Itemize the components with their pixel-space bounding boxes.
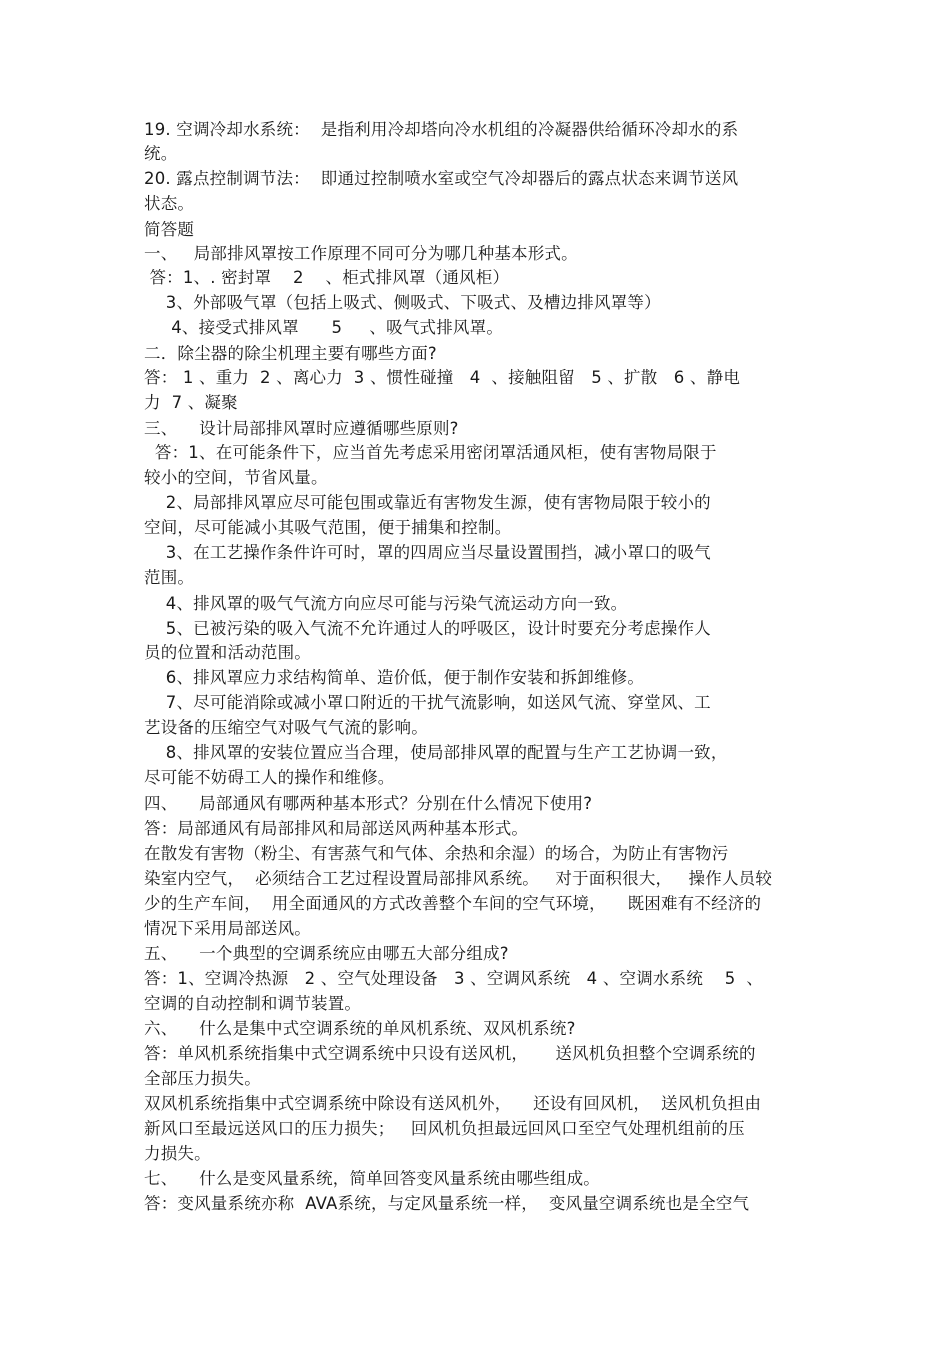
- text-line: 少的生产车间， 用全面通风的方式改善整个车间的空气环境， 既困难有不经济的: [144, 894, 762, 913]
- text-line: 答： 1 、重力 2 、离心力 3 、惯性碰撞 4 、接触阻留 5 、扩散 6 、静电: [144, 368, 741, 387]
- text-line: 8、排风罩的安装位置应当合理，使局部排风罩的配置与生产工艺协调一致，: [144, 743, 728, 762]
- text-line: 全部压力损失。: [144, 1069, 261, 1088]
- text-line: 答：1、. 密封罩 2 、柜式排风罩（通风柜）: [144, 268, 510, 287]
- text-line: 在散发有害物（粉尘、有害蒸气和气体、余热和余湿）的场合，为防止有害物污: [144, 844, 729, 863]
- question-3: 三、 设计局部排风罩时应遵循哪些原则?: [144, 419, 459, 438]
- text-line: 7、尽可能消除或减小罩口附近的干扰气流影响，如送风气流、穿堂风、工: [144, 693, 711, 712]
- text-line: 6、排风罩应力求结构简单、造价低，便于制作安装和拆卸维修。: [144, 668, 645, 687]
- question-2: 二．除尘器的除尘机理主要有哪些方面?: [144, 344, 437, 363]
- text-line: 答：局部通风有局部排风和局部送风两种基本形式。: [144, 819, 529, 838]
- text-line: 答：单风机系统指集中式空调系统中只设有送风机， 送风机负担整个空调系统的: [144, 1044, 756, 1063]
- text-line: 状态。: [144, 194, 195, 213]
- question-6: 六、 什么是集中式空调系统的单风机系统、双风机系统?: [144, 1019, 576, 1038]
- text-line: 尽可能不妨碍工人的操作和维修。: [144, 768, 395, 787]
- text-line: 2、局部排风罩应尽可能包围或靠近有害物发生源，使有害物局限于较小的: [144, 493, 711, 512]
- text-line: 艺设备的压缩空气对吸气气流的影响。: [144, 718, 428, 737]
- text-line: 19. 空调冷却水系统： 是指利用冷却塔向冷水机组的冷凝器供给循环冷却水的系: [144, 120, 739, 139]
- text-line: 员的位置和活动范围。: [144, 643, 311, 662]
- text-line: 较小的空间，节省风量。: [144, 468, 328, 487]
- text-line: 空间，尽可能减小其吸气范围，便于捕集和控制。: [144, 518, 512, 537]
- text-line: 3、在工艺操作条件许可时，罩的四周应当尽量设置围挡，减小罩口的吸气: [144, 543, 711, 562]
- text-line: 染室内空气， 必须结合工艺过程设置局部排风系统。 对于面积很大， 操作人员较: [144, 869, 773, 888]
- question-4: 四、 局部通风有哪两种基本形式？分别在什么情况下使用?: [144, 794, 593, 813]
- text-line: 4、排风罩的吸气气流方向应尽可能与污染气流运动方向一致。: [144, 594, 628, 613]
- text-line: 答：1、在可能条件下，应当首先考虑采用密闭罩活通风柜，使有害物局限于: [144, 443, 717, 462]
- question-7: 七、 什么是变风量系统，简单回答变风量系统由哪些组成。: [144, 1169, 600, 1188]
- text-line: 情况下采用局部送风。: [144, 919, 311, 938]
- text-line: 双风机系统指集中式空调系统中除设有送风机外， 还设有回风机， 送风机负担由: [144, 1094, 762, 1113]
- text-line: 20. 露点控制调节法： 即通过控制喷水室或空气冷却器后的露点状态来调节送风: [144, 169, 739, 188]
- text-line: 答：1、空调冷热源 2 、空气处理设备 3 、空调风系统 4 、空调水系统 5 、: [144, 969, 764, 988]
- text-line: 力 7 、凝聚: [144, 393, 238, 412]
- text-line: 3、外部吸气罩（包括上吸式、侧吸式、下吸式、及槽边排风罩等）: [144, 293, 661, 312]
- text-line: 答：变风量系统亦称 AVA系统，与定风量系统一样， 变风量空调系统也是全空气: [144, 1194, 750, 1213]
- text-line: 4、接受式排风罩 5 、吸气式排风罩。: [144, 318, 504, 337]
- text-line: 范围。: [144, 568, 195, 587]
- text-line: 力损失。: [144, 1144, 211, 1163]
- text-line: 5、已被污染的吸入气流不允许通过人的呼吸区，设计时要充分考虑操作人: [144, 619, 711, 638]
- text-line: 统。: [144, 144, 178, 163]
- question-5: 五、 一个典型的空调系统应由哪五大部分组成?: [144, 944, 509, 963]
- section-heading: 简答题: [144, 220, 195, 239]
- question-1: 一、 局部排风罩按工作原理不同可分为哪几种基本形式。: [144, 244, 578, 263]
- text-line: 空调的自动控制和调节装置。: [144, 994, 362, 1013]
- text-line: 新风口至最远送风口的压力损失； 回风机负担最远回风口至空气处理机组前的压: [144, 1119, 745, 1138]
